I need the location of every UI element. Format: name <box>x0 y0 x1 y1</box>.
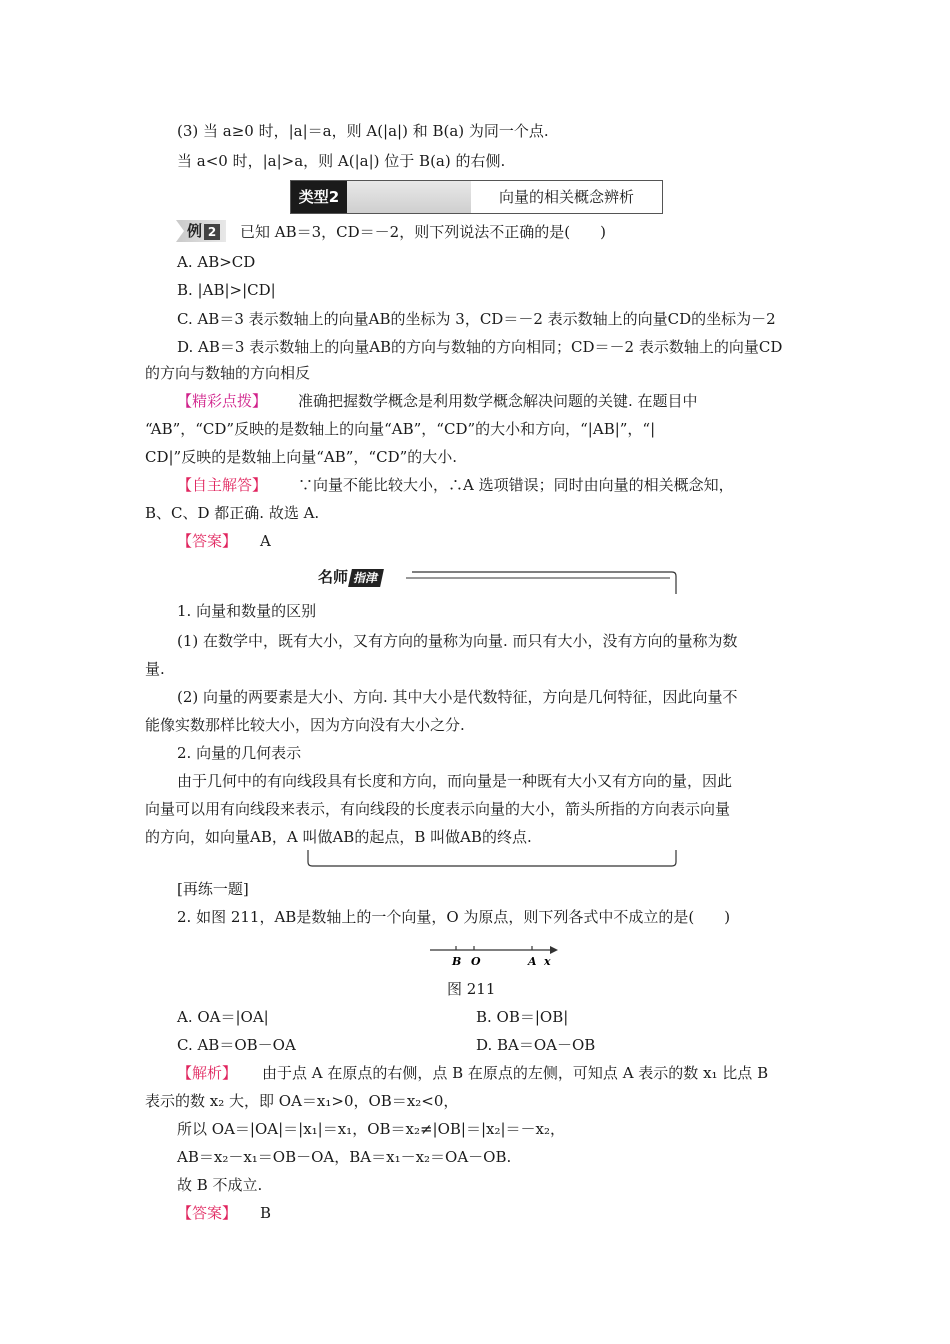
teacher-line-8: 向量可以用有向线段来表示，有向线段的长度表示向量的大小，箭头所指的方向表示向量 <box>145 800 731 818</box>
example-arrow-icon <box>176 220 184 242</box>
teacher-line-4: (2) 向量的两要素是大小、方向. 其中大小是代数特征，方向是几何特征，因此向量不 <box>177 688 738 706</box>
teacher-line-1: 1. 向量和数量的区别 <box>177 602 317 620</box>
teacher-line-6: 2. 向量的几何表示 <box>177 744 302 762</box>
analysis-line-5: 故 B 不成立. <box>177 1176 263 1194</box>
teacher-label-text: 名师 <box>318 568 349 586</box>
teacher-line-2: (1) 在数学中，既有大小，又有方向的量称为向量. 而只有大小，没有方向的量称为数 <box>177 632 738 650</box>
teacher-frame-bottom <box>306 850 678 870</box>
hint-line-3: CD|”反映的是数轴上向量“AB”，“CD”的大小. <box>145 448 458 466</box>
numline-label-b: B <box>452 955 462 968</box>
example-badge-num: 2 <box>204 224 220 240</box>
figure-caption: 图 211 <box>447 980 496 998</box>
type-title: 向量的相关概念辨析 <box>498 188 634 206</box>
numline-label-x: x <box>544 955 551 968</box>
teacher-line-5: 能像实数那样比较大小，因为方向没有大小之分. <box>145 716 465 734</box>
analysis-label: 【解析】 <box>177 1064 238 1082</box>
example-stem: 已知 AB＝3，CD＝－2，则下列说法不正确的是( ) <box>240 223 606 241</box>
practice-option-a: A. OA＝|OA| <box>177 1008 269 1026</box>
teacher-label <box>318 566 382 588</box>
example-badge-text: 例 <box>187 222 203 240</box>
solve-label: 【自主解答】 <box>177 476 268 494</box>
practice-option-b: B. OB＝|OB| <box>476 1008 569 1026</box>
example-option-d: D. AB＝3 表示数轴上的向量AB的方向与数轴的方向相同；CD＝－2 表示数轴上的向量CD <box>177 338 783 356</box>
solve-line-1: ∵向量不能比较大小，∴A 选项错误；同时由向量的相关概念知， <box>298 476 734 494</box>
hint-line-1: 准确把握数学概念是利用数学概念解决问题的关键. 在题目中 <box>298 392 698 410</box>
example-option-a: A. AB>CD <box>177 253 256 271</box>
practice-stem: 2. 如图 211，AB是数轴上的一个向量，O 为原点，则下列各式中不成立的是( ) <box>177 908 731 926</box>
teacher-line-3: 量. <box>145 660 165 678</box>
hint-line-2: “AB”，“CD”反映的是数轴上的向量“AB”，“CD”的大小和方向，“|AB|”，“| <box>145 420 656 438</box>
part3-line1: (3) 当 a≥0 时，|a|＝a，则 A(|a|) 和 B(a) 为同一个点. <box>177 122 549 140</box>
analysis-line-4: AB＝x₂－x₁＝OB－OA，BA＝x₁－x₂＝OA－OB. <box>177 1148 512 1166</box>
teacher-line-7: 由于几何中的有向线段具有长度和方向，而向量是一种既有大小又有方向的量，因此 <box>177 772 733 790</box>
analysis-line-1: 由于点 A 在原点的右侧，点 B 在原点的左侧，可知点 A 表示的数 x₁ 比点 B <box>262 1064 769 1082</box>
solve-line-2: B、C、D 都正确. 故选 A. <box>145 504 320 522</box>
type-badge: 类型2 <box>291 181 347 213</box>
answer-value: A <box>260 532 271 550</box>
part3-line2: 当 a<0 时，|a|>a，则 A(|a|) 位于 B(a) 的右侧. <box>177 152 506 170</box>
analysis-line-3: 所以 OA＝|OA|＝|x₁|＝x₁，OB＝x₂≠|OB|＝|x₂|＝－x₂， <box>177 1120 566 1138</box>
answer-label: 【答案】 <box>177 532 238 550</box>
practice-answer-label: 【答案】 <box>177 1204 238 1222</box>
hint-label: 【精彩点拨】 <box>177 392 268 410</box>
practice-header: [再练一题] <box>177 880 249 898</box>
arrow-right-icon <box>550 946 558 954</box>
example-option-c: C. AB＝3 表示数轴上的向量AB的坐标为 3，CD＝－2 表示数轴上的向量CD的坐标为－2 <box>177 310 776 328</box>
practice-option-d: D. BA＝OA－OB <box>476 1036 596 1054</box>
numline-label-a: A <box>528 955 537 968</box>
analysis-line-2: 表示的数 x₂ 大，即 OA＝x₁>0，OB＝x₂<0， <box>145 1092 459 1110</box>
example-badge <box>176 220 226 242</box>
numline-label-o: O <box>471 955 481 968</box>
type-header <box>290 180 663 214</box>
teacher-tag: 指津 <box>348 569 384 587</box>
teacher-line-9: 的方向，如向量AB，A 叫做AB的起点，B 叫做AB的终点. <box>145 828 532 846</box>
type-badge-bar <box>347 181 471 213</box>
example-option-b: B. |AB|>|CD| <box>177 281 276 299</box>
practice-option-c: C. AB＝OB－OA <box>177 1036 296 1054</box>
example-option-d-cont: 的方向与数轴的方向相反 <box>145 364 311 382</box>
practice-answer-value: B <box>260 1204 272 1222</box>
number-line-figure <box>428 942 560 970</box>
